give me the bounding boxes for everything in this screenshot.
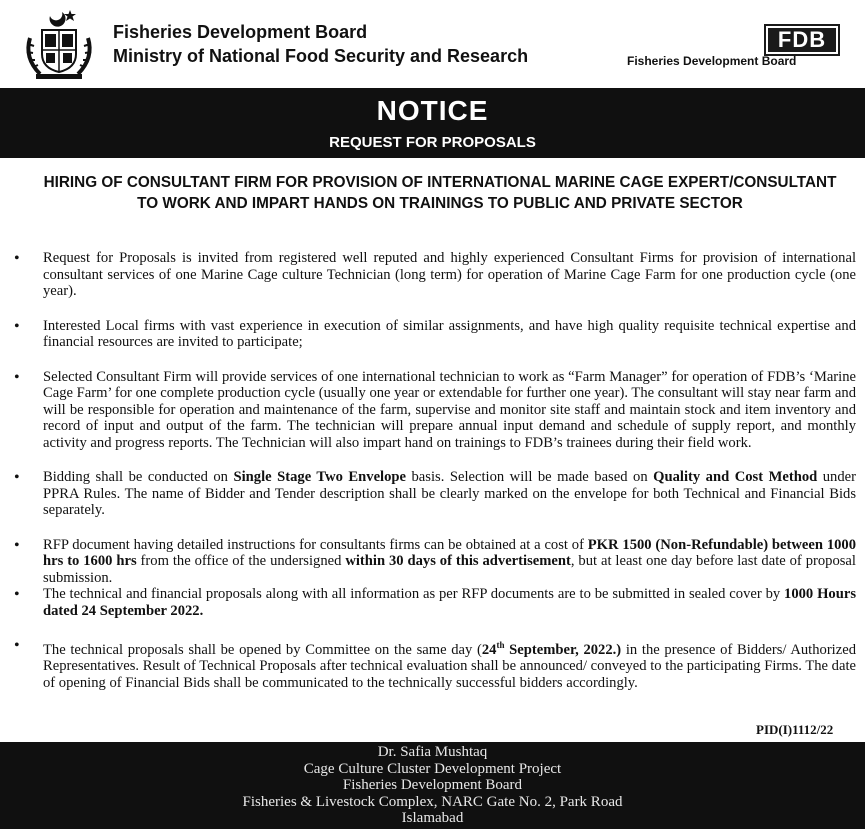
list-item (14, 250, 856, 300)
notice-items (14, 250, 856, 691)
item-text: Selected Consultant Firm will provide services of one international technician to work as “Farm Manager” for operation of FDB’s ‘Marine Cage Farm’ for one complete production cycle (usually one year or extendable for further one year). The consultant will stay near farm and will be responsible for operation and maintenance of the farm, supervise and monitor site staff and maintain stock and item inventory and record of input and output of the farm. The technician will prepare annual input demand and schedule of supply report, and monthly activity and progress reports. The Technician will also impart hand on trainings to FDB’s trainees during their field work. (43, 368, 856, 451)
item-text: Request for Proposals is invited from registered well reputed and highly experienced Consultant Firms for provision of international consultant services of one Marine Cage culture Technician (long term) for operation of Marine Cage Farm for one production cycle (one year). (43, 250, 856, 299)
item-bold-text: September, 2022.) (504, 641, 622, 658)
contact-project: Cage Culture Cluster Development Project (303, 760, 562, 777)
bullet-icon: • (14, 536, 20, 554)
item-text: Interested Local firms with vast experience in execution of similar assignments, and have high quality requisite technical expertise and financial resources are invited to participate; (43, 317, 856, 350)
bullet-icon: • (14, 317, 20, 335)
item-bold-text: Quality and Cost Method (653, 469, 818, 485)
item-superscript: th (496, 640, 505, 650)
item-text: under PPRA Rules. The name of Bidder and Tender description shall be clearly marked on the envelope for both Technical and Financial Bids separately. (43, 469, 856, 518)
list-item (14, 637, 856, 691)
list-item (14, 469, 856, 519)
list-item (14, 537, 856, 587)
item-text: , but at least one day before last date of proposal submission. (43, 553, 856, 586)
list-item (14, 586, 856, 619)
list-item (14, 318, 856, 351)
contact-organization: Fisheries Development Board (342, 777, 523, 793)
ministry-name: Ministry of National Food Security and Research (113, 46, 529, 66)
item-bold-text: 1000 Hours dated 24 September 2022. (43, 586, 856, 619)
notice-title: NOTICE (376, 95, 489, 126)
bullet-icon: • (14, 637, 20, 654)
fdb-logo: FDB (764, 24, 840, 56)
org-name: Fisheries Development Board (113, 22, 368, 42)
item-text: The technical and financial proposals along with all information as per RFP documents are to be submitted in sealed cover by (43, 586, 785, 602)
item-text: basis. Selection will be made based on (406, 469, 654, 485)
fdb-logo-caption: Fisheries Development Board (627, 54, 797, 68)
item-bold-text: Single Stage Two Envelope (233, 469, 406, 485)
item-text: from the office of the undersigned (136, 553, 346, 569)
organization-titles (113, 20, 528, 68)
notice-banner (0, 88, 865, 158)
bullet-icon: • (14, 469, 20, 486)
bullet-icon: • (14, 368, 20, 386)
item-text: RFP document having detailed instructions for consultants firms can be obtained at a cost of (43, 536, 588, 553)
item-text: The technical proposals shall be opened by Committee on the same day ( (43, 641, 482, 658)
item-text: in the presence of Bidders/ Authorized Representatives. Result of Technical Proposals after technical evaluation shall be announced/ conveyed to the participating Firms. The date of opening of Financial Bids shall be communicated to the technically successful bidders accordingly. (43, 641, 856, 691)
item-bold-text: within 30 days of this advertisement (345, 553, 571, 569)
footer-contact (0, 742, 865, 829)
notice-subtitle: REQUEST FOR PROPOSALS (329, 134, 536, 151)
item-text: Bidding shall be conducted on (43, 469, 234, 485)
notice-headline: HIRING OF CONSULTANT FIRM FOR PROVISION OF INTERNATIONAL MARINE CAGE EXPERT/CONSULTANT TO WORK AND IMPART HANDS ON TRAININGS TO PUBLIC AND PRIVATE SECTOR (43, 174, 837, 212)
bullet-icon: • (14, 250, 20, 267)
contact-address: Fisheries & Livestock Complex, NARC Gate No. 2, Park Road (242, 793, 623, 810)
pakistan-state-emblem-icon (20, 8, 98, 80)
contact-name: Dr. Safia Mushtaq (377, 744, 488, 760)
list-item (14, 369, 856, 452)
item-bold-text: PKR 1500 (Non-Refundable) between 1000 hrs to 1600 hrs (43, 536, 857, 569)
bullet-icon: • (14, 586, 20, 603)
publication-id: PID(I)1112/22 (756, 722, 834, 737)
contact-city: Islamabad (401, 810, 464, 826)
item-bold-text: 24 (481, 641, 497, 658)
header (0, 0, 865, 88)
